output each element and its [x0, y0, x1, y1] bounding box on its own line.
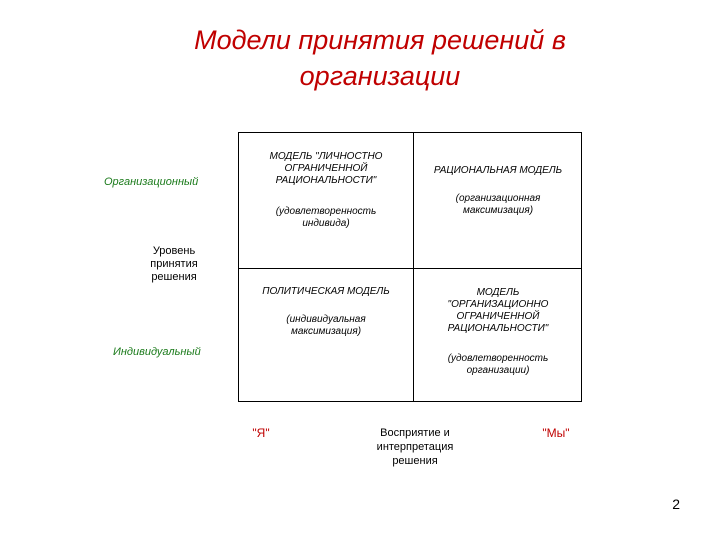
axis-y-title-line: Уровень — [152, 245, 196, 257]
quadrant-text-line: "ОРГАНИЗАЦИОННО — [447, 299, 549, 310]
quadrant-text-line: РАЦИОНАЛЬНАЯ МОДЕЛЬ — [433, 165, 563, 176]
title-line-1: Модели принятия решений в — [194, 25, 566, 55]
quadrant-text-line: (удовлетворенность — [275, 206, 377, 217]
axis-x-left-label: "Я" — [252, 426, 270, 440]
axis-x-title-line: Восприятие и — [380, 427, 450, 439]
quadrant-text-line: организации) — [466, 365, 530, 376]
quadrant-text-line: (организационная — [455, 193, 541, 204]
quadrant-text-line: МОДЕЛЬ — [476, 287, 520, 298]
axis-y-title-line: принятия — [150, 258, 198, 270]
axis-y-bottom-label: Индивидуальный — [113, 346, 201, 358]
quadrant-top-left-desc — [244, 206, 408, 230]
axis-x-title — [350, 426, 480, 468]
quadrant-top-right-desc — [418, 193, 578, 217]
matrix-vertical-divider — [413, 132, 414, 402]
quadrant-text-line: ОГРАНИЧЕННОЙ — [284, 163, 368, 174]
quadrant-text-line: индивида) — [302, 218, 350, 229]
quadrant-text-line: (индивидуальная — [286, 314, 366, 325]
quadrant-bottom-left-name — [244, 286, 408, 298]
quadrant-text-line: (удовлетворенность — [447, 353, 549, 364]
quadrant-bottom-right-desc — [418, 353, 578, 377]
matrix-horizontal-divider — [238, 268, 582, 269]
quadrant-text-line: ПОЛИТИЧЕСКАЯ МОДЕЛЬ — [262, 286, 390, 297]
page-number: 2 — [672, 496, 680, 512]
axis-x-title-line: решения — [392, 455, 438, 467]
quadrant-bottom-right-name — [418, 287, 578, 335]
quadrant-text-line: РАЦИОНАЛЬНОСТИ" — [447, 323, 549, 334]
axis-x-right-label: "Мы" — [542, 426, 570, 440]
quadrant-text-line: МОДЕЛЬ "ЛИЧНОСТНО — [269, 151, 383, 162]
quadrant-top-right-name — [418, 165, 578, 177]
axis-x-title-line: интерпретация — [376, 441, 454, 453]
axis-y-top-label: Организационный — [104, 176, 199, 188]
axis-y-title — [124, 245, 224, 284]
quadrant-bottom-left-desc — [244, 314, 408, 338]
quadrant-text-line: РАЦИОНАЛЬНОСТИ" — [275, 175, 377, 186]
quadrant-text-line: максимизация) — [290, 326, 362, 337]
quadrant-text-line: максимизация) — [462, 205, 534, 216]
quadrant-text-line: ОГРАНИЧЕННОЙ — [456, 311, 540, 322]
slide-title — [150, 22, 610, 94]
axis-y-title-line: решения — [151, 271, 197, 283]
title-line-2: организации — [299, 61, 461, 91]
quadrant-top-left-name — [244, 151, 408, 187]
